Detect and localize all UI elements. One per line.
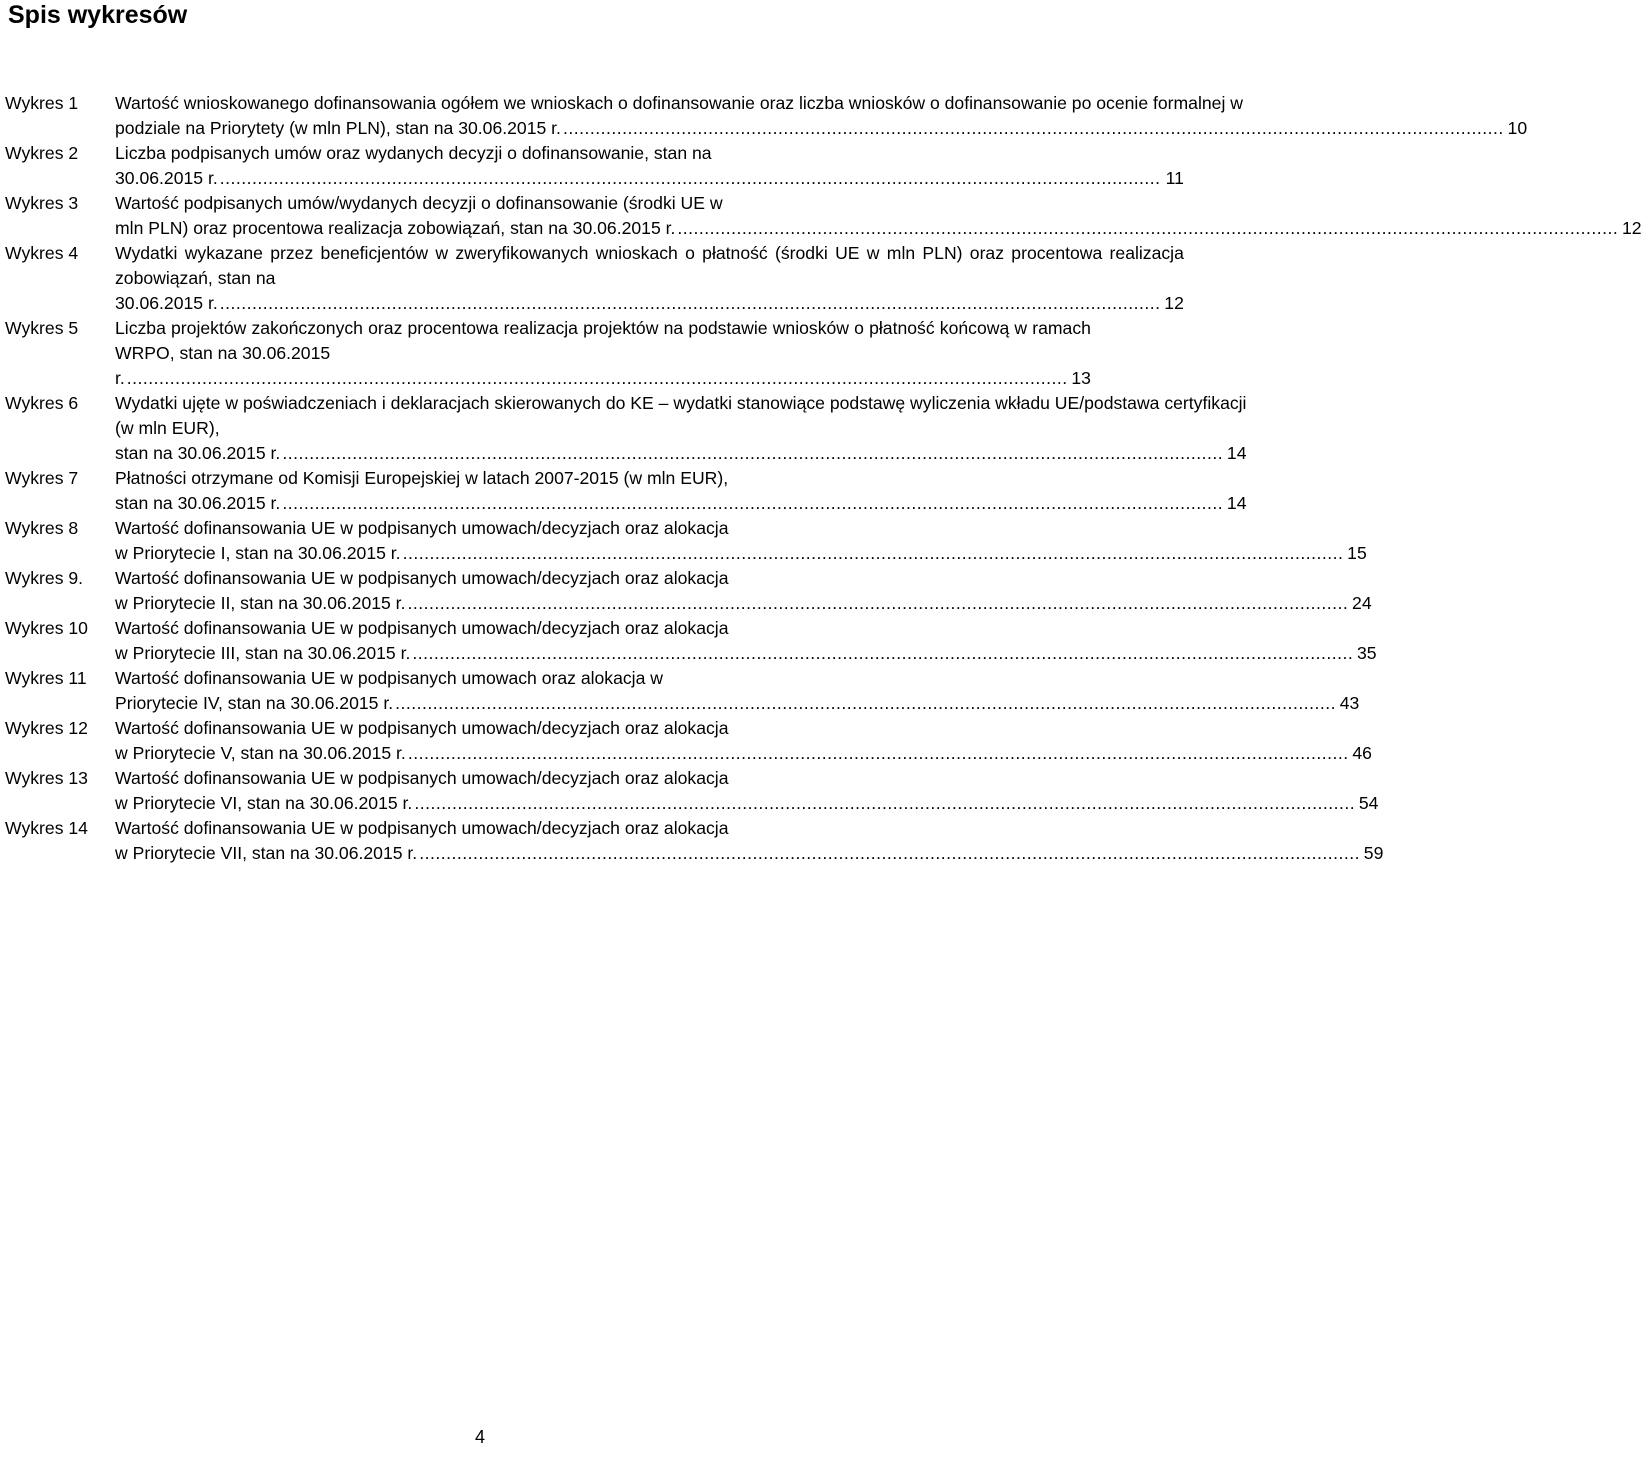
dot-leader xyxy=(282,491,1220,516)
toc-entry-last-line xyxy=(115,791,1378,816)
toc-entry[interactable] xyxy=(5,241,1184,316)
toc-entry[interactable] xyxy=(5,391,1247,466)
table-of-figures xyxy=(5,91,1642,866)
toc-entry-page[interactable]: 13 xyxy=(1071,368,1091,388)
toc-entry-description: Wartość dofinansowania UE w podpisanych umowach/decyzjach oraz alokacja xyxy=(115,818,729,838)
page-title: Spis wykresów xyxy=(8,1,188,29)
toc-entry-label: Wykres 13 xyxy=(5,768,88,788)
dot-leader xyxy=(419,841,1357,866)
toc-entry[interactable] xyxy=(5,141,1184,191)
toc-entry-last-line xyxy=(115,741,1372,766)
toc-entry-label: Wykres 8 xyxy=(5,518,79,538)
toc-entry-page[interactable]: 15 xyxy=(1347,543,1367,563)
toc-entry-description-end: w Priorytecie III, stan na 30.06.2015 r. xyxy=(115,643,411,663)
toc-entry-description: Wartość podpisanych umów/wydanych decyzji o dofinansowanie (środki UE w xyxy=(115,193,723,213)
toc-entry-description: Płatności otrzymane od Komisji Europejskiej w latach 2007-2015 (w mln EUR), xyxy=(115,468,729,488)
toc-entry-last-line xyxy=(115,691,1359,716)
toc-entry-text xyxy=(115,816,1393,866)
toc-entry-last-line xyxy=(115,116,1527,141)
toc-entry-last-line xyxy=(115,841,1383,866)
toc-entry-description: Wartość dofinansowania UE w podpisanych umowach/decyzjach oraz alokacja xyxy=(115,518,729,538)
toc-entry-text xyxy=(115,91,1537,141)
toc-entry-label: Wykres 9. xyxy=(5,568,84,588)
toc-entry-page[interactable]: 46 xyxy=(1352,743,1372,763)
toc-entry-description: Wartość dofinansowania UE w podpisanych umowach/decyzjach oraz alokacja xyxy=(115,618,729,638)
toc-entry-description-end: 30.06.2015 r. xyxy=(115,293,218,313)
toc-entry-label: Wykres 11 xyxy=(5,668,87,688)
toc-entry-label: Wykres 4 xyxy=(5,243,79,263)
toc-entry-last-line xyxy=(115,491,1246,516)
toc-entry-description: Liczba projektów zakończonych oraz procentowa realizacja projektów na podstawie wniosków o płatność końcową w ramach WRPO, stan na 30.06.2015 xyxy=(115,318,1091,363)
toc-entry-last-line xyxy=(115,641,1377,666)
toc-entry-description-end: w Priorytecie VI, stan na 30.06.2015 r. xyxy=(115,793,413,813)
toc-entry-last-line xyxy=(115,166,1184,191)
dot-leader xyxy=(407,591,1345,616)
dot-leader xyxy=(220,291,1158,316)
toc-entry-text xyxy=(115,616,1387,666)
toc-entry-label: Wykres 14 xyxy=(5,818,88,838)
toc-entry[interactable] xyxy=(5,616,1377,666)
toc-entry-description-end: w Priorytecie II, stan na 30.06.2015 r. xyxy=(115,593,406,613)
dot-leader xyxy=(408,741,1346,766)
toc-entry-page[interactable]: 35 xyxy=(1356,643,1377,663)
toc-entry-text xyxy=(115,516,1377,566)
toc-entry-label: Wykres 6 xyxy=(5,393,79,413)
dot-leader xyxy=(220,166,1158,191)
toc-entry-description-end: w Priorytecie V, stan na 30.06.2015 r. xyxy=(115,743,406,763)
dot-leader xyxy=(395,691,1333,716)
toc-entry-description-end: w Priorytecie I, stan na 30.06.2015 r. xyxy=(115,543,401,563)
toc-entry-label: Wykres 5 xyxy=(5,318,79,338)
toc-entry-label: Wykres 3 xyxy=(5,193,79,213)
toc-entry-description: Wartość dofinansowania UE w podpisanych umowach oraz alokacja w xyxy=(115,668,663,688)
toc-entry-last-line xyxy=(115,441,1246,466)
toc-entry-page[interactable]: 11 xyxy=(1165,168,1184,188)
toc-entry-label: Wykres 10 xyxy=(5,618,88,638)
dot-leader xyxy=(127,366,1065,391)
toc-entry-page[interactable]: 14 xyxy=(1226,493,1247,513)
toc-entry-last-line xyxy=(115,291,1184,316)
toc-entry[interactable] xyxy=(5,191,1642,241)
toc-entry-description-end: Priorytecie IV, stan na 30.06.2015 r. xyxy=(115,693,394,713)
toc-entry-page[interactable]: 43 xyxy=(1339,693,1360,713)
toc-entry-description-end: 30.06.2015 r. xyxy=(115,168,218,188)
toc-entry[interactable] xyxy=(5,566,1372,616)
toc-entry-text xyxy=(115,141,1194,191)
dot-leader xyxy=(563,116,1501,141)
toc-entry-label: Wykres 7 xyxy=(5,468,79,488)
toc-entry-text xyxy=(115,466,1256,516)
toc-entry-description: Wartość dofinansowania UE w podpisanych umowach/decyzjach oraz alokacja xyxy=(115,768,729,788)
toc-entry-page[interactable]: 14 xyxy=(1226,443,1247,463)
toc-entry-description: Wartość dofinansowania UE w podpisanych umowach/decyzjach oraz alokacja xyxy=(115,568,729,588)
toc-entry[interactable] xyxy=(5,666,1360,716)
toc-entry-label: Wykres 2 xyxy=(5,143,79,163)
toc-entry[interactable] xyxy=(5,316,1091,391)
toc-entry-page[interactable]: 12 xyxy=(1621,218,1642,238)
toc-entry-description-end: r. xyxy=(115,368,125,388)
toc-entry-description-end: w Priorytecie VII, stan na 30.06.2015 r. xyxy=(115,843,418,863)
dot-leader xyxy=(403,541,1341,566)
toc-entry-last-line xyxy=(115,591,1372,616)
toc-entry-label: Wykres 12 xyxy=(5,718,88,738)
toc-entry[interactable] xyxy=(5,91,1528,141)
toc-entry-text xyxy=(115,666,1369,716)
toc-entry-label: Wykres 1 xyxy=(5,93,79,113)
toc-entry-text xyxy=(115,716,1382,766)
toc-entry[interactable] xyxy=(5,466,1247,516)
toc-entry-description: Wartość wnioskowanego dofinansowania ogółem we wnioskach o dofinansowanie oraz liczba wniosków o dofinansowanie po ocenie formalnej w xyxy=(115,93,1243,113)
toc-entry-text xyxy=(115,766,1388,816)
toc-entry[interactable] xyxy=(5,766,1379,816)
toc-entry-page[interactable]: 10 xyxy=(1507,118,1528,138)
toc-entry-page[interactable]: 54 xyxy=(1358,793,1379,813)
toc-entry-description-end: stan na 30.06.2015 r. xyxy=(115,493,281,513)
toc-entry-text xyxy=(115,191,1652,241)
toc-entry-text xyxy=(115,241,1194,316)
toc-entry-page[interactable]: 24 xyxy=(1352,593,1372,613)
toc-entry-text xyxy=(115,391,1256,466)
toc-entry-description-end: mln PLN) oraz procentowa realizacja zobowiązań, stan na 30.06.2015 r. xyxy=(115,218,676,238)
toc-entry-description: Wydatki wykazane przez beneficjentów w zweryfikowanych wnioskach o płatność (środki UE w mln PLN) oraz procentowa realizacja zobowiązań, stan na xyxy=(115,243,1184,288)
toc-entry-text xyxy=(115,566,1382,616)
toc-entry[interactable] xyxy=(5,716,1372,766)
toc-entry-description-end: stan na 30.06.2015 r. xyxy=(115,443,281,463)
toc-entry[interactable] xyxy=(5,816,1384,866)
toc-entry-page[interactable]: 12 xyxy=(1164,293,1184,313)
toc-entry-last-line xyxy=(115,366,1091,391)
toc-entry-description: Liczba podpisanych umów oraz wydanych decyzji o dofinansowanie, stan na xyxy=(115,143,712,163)
toc-entry-description-end: podziale na Priorytety (w mln PLN), stan na 30.06.2015 r. xyxy=(115,118,561,138)
toc-entry-description: Wartość dofinansowania UE w podpisanych umowach/decyzjach oraz alokacja xyxy=(115,718,729,738)
page-number: 4 xyxy=(474,1427,485,1447)
toc-entry-last-line xyxy=(115,541,1367,566)
dot-leader xyxy=(282,441,1220,466)
dot-leader xyxy=(677,216,1615,241)
toc-entry-page[interactable]: 59 xyxy=(1363,843,1384,863)
dot-leader xyxy=(412,641,1350,666)
toc-entry-description: Wydatki ujęte w poświadczeniach i deklaracjach skierowanych do KE – wydatki stanowiące podstawę wyliczenia wkładu UE/podstawa certyfikacji (w mln EUR), xyxy=(115,393,1247,438)
dot-leader xyxy=(414,791,1352,816)
toc-entry-last-line xyxy=(115,216,1642,241)
toc-entry-text xyxy=(115,316,1101,391)
toc-entry[interactable] xyxy=(5,516,1367,566)
